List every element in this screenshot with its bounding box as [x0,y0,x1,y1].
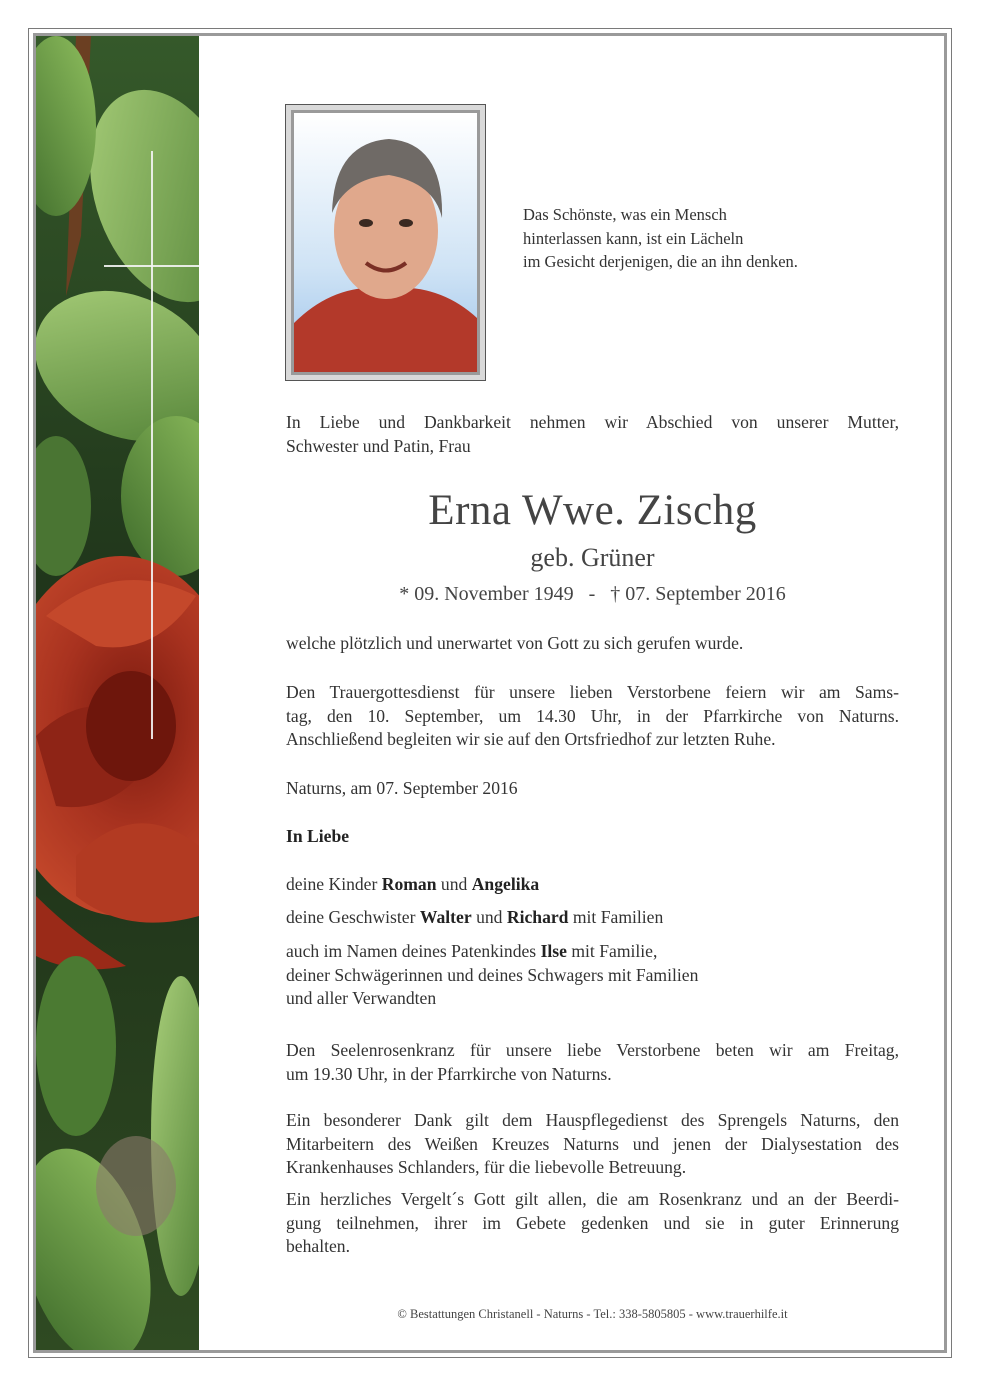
siblings-line: deine Geschwister Walter und Richard mit Familien [286,907,664,927]
quote-line: Das Schönste, was ein Mensch [523,205,727,224]
thanks-paragraph [286,1109,899,1180]
relatives-block: auch im Namen deines Patenkindes Ilse mit Familie, deiner Schwägerinnen und deines Schwagers mit Familien und aller Verwandten [286,941,699,1008]
life-dates: * 09. November 1949 - † 07. September 2016 [399,583,786,605]
portrait-photo [291,110,480,375]
quote-line: hinterlassen kann, ist ein Lächeln [523,228,744,248]
gratitude-line: gung teilnehmen, ihrer im Gebete gedenken und sie in guter Erinnerung [286,1212,899,1233]
sibling-name: Richard [506,907,569,927]
thanks-line: Mitarbeitern des Weißen Kreuzes Naturns und jenen der Dialysestation des [286,1133,899,1154]
cross-horizontal [104,265,199,267]
intro-paragraph [286,411,899,458]
child-name: Angelika [471,874,540,894]
sibling-name: Walter [419,907,472,927]
deceased-name: Erna Wwe. Zischg [428,487,757,534]
funeral-line: tag, den 10. September, um 14.30 Uhr, in der Pfarrkirche von Naturns. [286,705,899,726]
godchild-name: Ilse [540,941,567,961]
rosary-paragraph [286,1039,899,1086]
funeral-line: Anschließend begleiten wir sie auf den Ortsfriedhof zur letzten Ruhe. [286,729,776,749]
funeral-paragraph [286,681,899,752]
eye [399,219,413,227]
gratitude-paragraph [286,1188,899,1259]
gratitude-line: Ein herzliches Vergelt´s Gott gilt allen, die am Rosenkranz und an der Beerdi- [286,1189,899,1209]
quote-line: im Gesicht derjenigen, die an ihn denken. [523,252,798,271]
place-date: Naturns, am 07. September 2016 [286,778,518,798]
funeral-line: Den Trauergottesdienst für unsere lieben Verstorbene feiern wir am Sams- [286,682,899,702]
thanks-line: Krankenhauses Schlanders, für die liebevolle Betreuung. [286,1157,687,1177]
cross-vertical [151,151,153,739]
intro-line: In Liebe und Dankbarkeit nehmen wir Abschied von unserer Mutter, [286,412,899,432]
thanks-line: Ein besonderer Dank gilt dem Hauspflegedienst des Sprengels Naturns, den [286,1110,899,1130]
rose-center [86,671,176,781]
quote-block [523,203,798,274]
leaf [36,956,116,1136]
footer-credit: © Bestattungen Christanell - Naturns - Tel.: 338-5805805 - www.trauerhilfe.it [397,1307,788,1321]
portrait-illustration [294,113,477,372]
ground [96,1136,176,1236]
rose-leaves-side-image [36,36,199,1350]
portrait-frame [285,104,486,381]
rosary-line: Den Seelenrosenkranz für unsere liebe Verstorbene beten wir am Freitag, [286,1040,899,1060]
children-line: deine Kinder Roman und Angelika [286,874,540,894]
intro-line: Schwester und Patin, Frau [286,435,471,456]
child-name: Roman [381,874,437,894]
rose-illustration [36,36,199,1350]
passing-text: welche plötzlich und unerwartet von Gott zu sich gerufen wurde. [286,633,744,653]
maiden-name: geb. Grüner [530,543,655,572]
gratitude-line: behalten. [286,1236,350,1256]
in-love-heading: In Liebe [286,826,350,846]
eye [359,219,373,227]
rosary-line: um 19.30 Uhr, in der Pfarrkirche von Naturns. [286,1063,612,1084]
